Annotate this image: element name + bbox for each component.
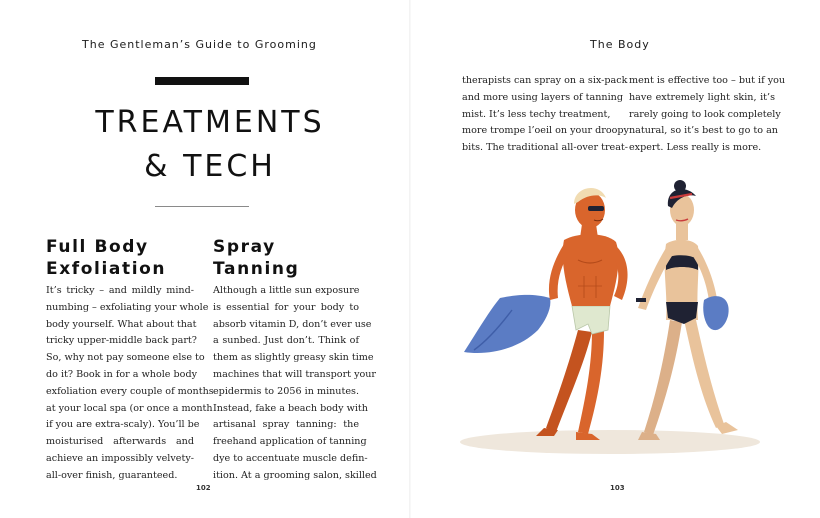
page-number-right: 103 — [610, 484, 625, 492]
body-column-spray-tanning — [213, 283, 377, 485]
text-line: artisanal spray tanning: the — [213, 419, 359, 431]
text-line: So, why not pay someone else to — [46, 352, 205, 364]
man-torso — [563, 234, 619, 306]
text-line: rarely going to look completely — [629, 108, 781, 120]
text-line: dye to accentuate muscle defin- — [213, 452, 368, 464]
text-line: expert. Less really is more. — [629, 142, 762, 154]
text-line: moisturised afterwards and — [46, 436, 194, 448]
text-line: have extremely light skin, it’s — [629, 91, 775, 103]
sunglasses-icon — [588, 206, 604, 211]
text-line: at your local spa (or once a month — [46, 402, 213, 414]
bracelet — [636, 298, 646, 302]
text-line: bits. The traditional all-over treat- — [462, 142, 629, 154]
heading-line: Tanning — [213, 259, 300, 279]
section-heading-full-body-exfoliation — [46, 236, 166, 280]
page-number-left: 102 — [196, 484, 211, 492]
text-line: ition. At a grooming salon, skilled — [213, 469, 377, 481]
text-line: It’s tricky – and mildly mind- — [46, 285, 194, 296]
text-line: and more using layers of tanning — [462, 91, 623, 103]
sand-shadow — [460, 430, 760, 454]
title-bottom-rule — [155, 206, 249, 207]
title-top-rule — [155, 77, 249, 85]
text-line: exfoliation every couple of months — [46, 385, 214, 397]
text-line: mist. It’s less techy treatment, — [462, 108, 611, 120]
text-line: epidermis to 2056 in minutes. — [213, 385, 359, 397]
text-line: freehand application of tanning — [213, 436, 367, 448]
man-towel — [464, 295, 550, 353]
body-column-continued-1 — [462, 73, 629, 157]
woman-hat — [703, 296, 728, 330]
hair-bun — [674, 180, 686, 192]
pale-woman-figure — [636, 180, 738, 440]
heading-line: Exfoliation — [46, 259, 167, 279]
text-line: Although a little sun exposure — [213, 285, 360, 296]
text-line: natural, so it’s best to go to an — [629, 125, 778, 137]
text-line: numbing – exfoliating your whole — [46, 301, 209, 313]
text-line: absorb vitamin D, don’t ever use — [213, 318, 372, 330]
text-line: do it? Book in for a whole body — [46, 368, 198, 380]
text-line: ment is effective too – but if you — [629, 75, 786, 86]
text-line: therapists can spray on a six-pack — [462, 75, 628, 86]
heading-line: Spray — [213, 237, 276, 257]
man-shorts — [572, 306, 610, 334]
running-head-left: The Gentleman’s Guide to Grooming — [82, 38, 317, 51]
beach-couple-illustration — [460, 180, 780, 470]
heading-line: Full Body — [46, 237, 149, 257]
running-head-right: The Body — [590, 38, 650, 51]
chapter-title-line-2: & TECH — [144, 149, 276, 184]
text-line: them as slightly greasy skin time — [213, 352, 374, 364]
text-line: body yourself. What about that — [46, 318, 197, 330]
text-line: achieve an impossibly velvety- — [46, 452, 194, 464]
text-line: more trompe l’oeil on your droopy — [462, 125, 629, 137]
text-line: tricky upper-middle back part? — [46, 335, 197, 347]
body-column-exfoliation — [46, 283, 214, 485]
text-line: if you are extra-scaly). You’ll be — [46, 419, 200, 431]
text-line: is essential for your body to — [213, 301, 359, 313]
text-line: Instead, fake a beach body with — [213, 402, 368, 414]
book-gutter — [409, 0, 411, 518]
body-column-continued-2 — [629, 73, 786, 157]
text-line: a sunbed. Just don’t. Think of — [213, 335, 359, 347]
chapter-title-line-1: TREATMENTS — [95, 105, 325, 140]
tanned-man-figure — [464, 188, 628, 440]
text-line: machines that will transport your — [213, 368, 377, 380]
section-heading-spray-tanning — [213, 236, 299, 280]
text-line: all-over finish, guaranteed. — [46, 469, 178, 481]
